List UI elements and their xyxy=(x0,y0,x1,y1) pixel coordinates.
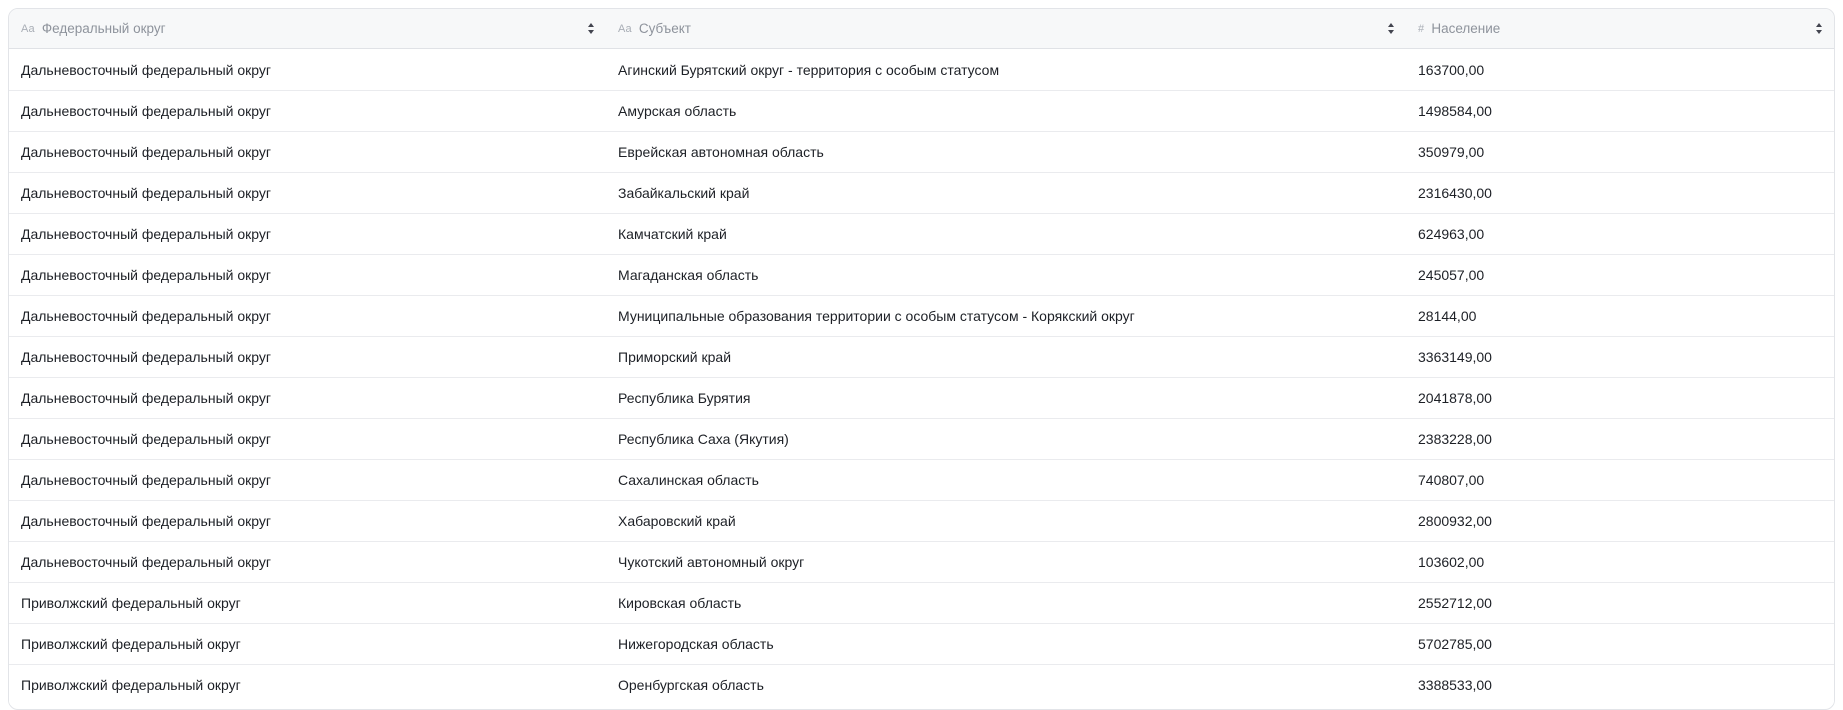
cell-federal-district[interactable]: Дальневосточный федеральный округ xyxy=(21,267,271,283)
table-row[interactable] xyxy=(9,459,1834,500)
text-type-icon: Aa xyxy=(21,22,35,35)
cell-subject[interactable]: Чукотский автономный округ xyxy=(618,554,805,570)
column-header-label-population: Население xyxy=(1431,21,1501,36)
cell-subject[interactable]: Забайкальский край xyxy=(618,185,750,201)
cell-federal-district[interactable]: Дальневосточный федеральный округ xyxy=(21,61,271,78)
cell-federal-district[interactable]: Дальневосточный федеральный округ xyxy=(21,431,271,447)
cell-population[interactable]: 3388533,00 xyxy=(1418,677,1492,693)
sort-down-arrow-icon xyxy=(1388,30,1394,34)
table-row[interactable] xyxy=(9,500,1834,541)
cell-population[interactable]: 245057,00 xyxy=(1418,267,1485,283)
sort-toggle-icon[interactable] xyxy=(1814,19,1824,38)
table-row[interactable] xyxy=(9,254,1834,295)
grid-header xyxy=(9,9,1834,49)
table-row[interactable] xyxy=(9,295,1834,336)
column-header-subject[interactable] xyxy=(606,9,1406,48)
sort-down-arrow-icon xyxy=(588,30,594,34)
cell-population[interactable]: 163700,00 xyxy=(1418,61,1485,78)
cell-population[interactable]: 1498584,00 xyxy=(1418,103,1492,119)
table-row[interactable] xyxy=(9,49,1834,90)
cell-subject[interactable]: Камчатский край xyxy=(618,226,727,242)
table-row[interactable] xyxy=(9,377,1834,418)
table-row[interactable] xyxy=(9,213,1834,254)
cell-federal-district[interactable]: Дальневосточный федеральный округ xyxy=(21,308,271,324)
column-header-population[interactable] xyxy=(1406,9,1834,48)
sort-toggle-icon[interactable] xyxy=(1386,19,1396,38)
cell-subject[interactable]: Оренбургская область xyxy=(618,677,764,693)
cell-federal-district[interactable]: Дальневосточный федеральный округ xyxy=(21,390,271,406)
cell-subject[interactable]: Приморский край xyxy=(618,349,732,365)
cell-subject[interactable]: Магаданская область xyxy=(618,267,759,283)
table-row[interactable] xyxy=(9,582,1834,623)
cell-population[interactable]: 624963,00 xyxy=(1418,226,1485,242)
cell-subject[interactable]: Муниципальные образования территории с особым статусом - Корякский округ xyxy=(618,308,1135,324)
cell-federal-district[interactable]: Приволжский федеральный округ xyxy=(21,595,241,611)
cell-population[interactable]: 2316430,00 xyxy=(1418,185,1492,201)
cell-subject[interactable]: Сахалинская область xyxy=(618,472,759,488)
table-row[interactable] xyxy=(9,336,1834,377)
table-row[interactable] xyxy=(9,172,1834,213)
number-type-icon: # xyxy=(1418,22,1425,35)
table-row[interactable] xyxy=(9,90,1834,131)
table-row[interactable] xyxy=(9,541,1834,582)
cell-subject[interactable]: Нижегородская область xyxy=(618,636,774,652)
cell-population[interactable]: 740807,00 xyxy=(1418,472,1485,488)
text-type-icon: Aa xyxy=(618,22,632,35)
sort-up-arrow-icon xyxy=(1388,23,1394,27)
column-header-federal-district[interactable] xyxy=(9,9,606,48)
cell-subject[interactable]: Кировская область xyxy=(618,595,742,611)
sort-down-arrow-icon xyxy=(1816,30,1822,34)
table-row[interactable] xyxy=(9,418,1834,459)
grid-body xyxy=(9,49,1834,705)
table-row[interactable] xyxy=(9,623,1834,664)
cell-population[interactable]: 28144,00 xyxy=(1418,308,1477,324)
cell-population[interactable]: 2800932,00 xyxy=(1418,513,1492,529)
cell-federal-district[interactable]: Дальневосточный федеральный округ xyxy=(21,226,271,242)
table-row[interactable] xyxy=(9,131,1834,172)
cell-federal-district[interactable]: Дальневосточный федеральный округ xyxy=(21,349,271,365)
cell-federal-district[interactable]: Дальневосточный федеральный округ xyxy=(21,144,271,160)
cell-population[interactable]: 2552712,00 xyxy=(1418,595,1492,611)
cell-federal-district[interactable]: Дальневосточный федеральный округ xyxy=(21,554,271,570)
sort-up-arrow-icon xyxy=(588,23,594,27)
cell-population[interactable]: 103602,00 xyxy=(1418,554,1485,570)
cell-federal-district[interactable]: Дальневосточный федеральный округ xyxy=(21,513,271,529)
cell-federal-district[interactable]: Приволжский федеральный округ xyxy=(21,677,241,693)
column-header-label-subject: Субъект xyxy=(638,21,691,36)
cell-subject[interactable]: Амурская область xyxy=(618,103,737,119)
column-header-label-federal-district: Федеральный округ xyxy=(41,21,166,36)
data-grid xyxy=(8,8,1835,710)
cell-federal-district[interactable]: Дальневосточный федеральный округ xyxy=(21,472,271,488)
cell-subject[interactable]: Еврейская автономная область xyxy=(618,144,824,160)
cell-subject[interactable]: Республика Бурятия xyxy=(618,390,751,406)
cell-subject[interactable]: Республика Саха (Якутия) xyxy=(618,431,789,447)
cell-federal-district[interactable]: Дальневосточный федеральный округ xyxy=(21,103,271,119)
cell-population[interactable]: 350979,00 xyxy=(1418,144,1485,160)
cell-subject[interactable]: Хабаровский край xyxy=(618,513,736,529)
sort-toggle-icon[interactable] xyxy=(586,19,596,38)
cell-population[interactable]: 2041878,00 xyxy=(1418,390,1492,406)
cell-federal-district[interactable]: Приволжский федеральный округ xyxy=(21,636,241,652)
cell-population[interactable]: 3363149,00 xyxy=(1418,349,1492,365)
cell-population[interactable]: 5702785,00 xyxy=(1418,636,1492,652)
cell-population[interactable]: 2383228,00 xyxy=(1418,431,1492,447)
cell-subject[interactable]: Агинский Бурятский округ - территория с особым статусом xyxy=(618,61,1000,78)
cell-federal-district[interactable]: Дальневосточный федеральный округ xyxy=(21,185,271,201)
sort-up-arrow-icon xyxy=(1816,23,1822,27)
